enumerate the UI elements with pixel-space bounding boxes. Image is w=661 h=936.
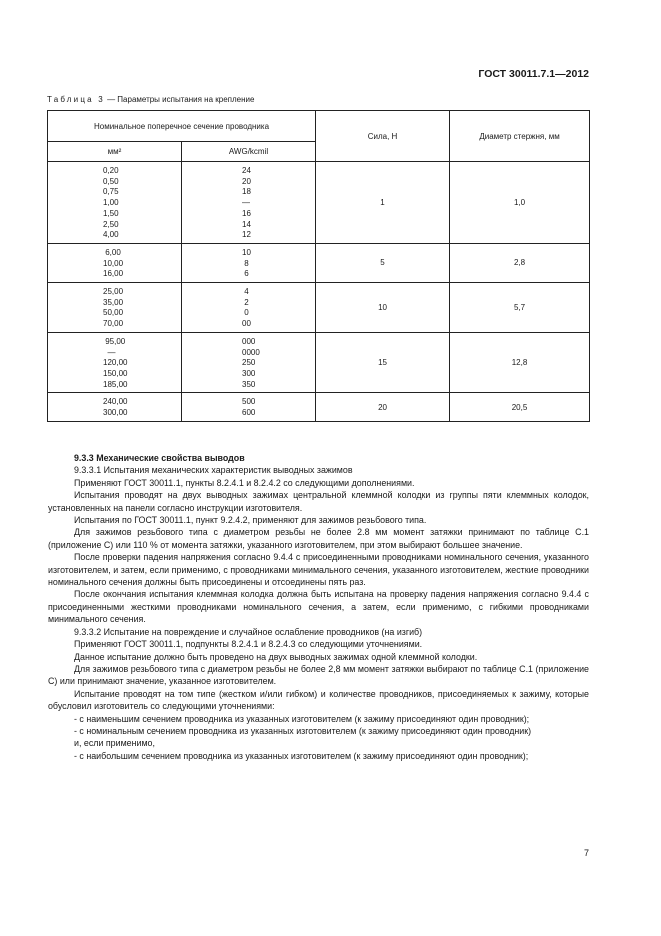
paragraph: Испытание проводят на том типе (жестком и/или гибком) и количестве проводников, присоединяемых к зажиму, которые обусловил изготовитель со следующими уточнениями: [48, 688, 589, 712]
header-awg: AWG/kcmil [182, 142, 316, 162]
cell-mm2 [48, 393, 182, 421]
cell-force: 15 [316, 332, 450, 393]
mm2-value: — [103, 347, 116, 357]
awg-value: 20 [242, 176, 251, 186]
cell-awg [182, 393, 316, 421]
awg-value: 300 [242, 368, 256, 378]
cell-diameter: 20,5 [450, 393, 590, 421]
paragraph: Применяют ГОСТ 30011.1, подпункты 8.2.4.1 и 8.2.4.3 со следующими уточнениями. [74, 639, 423, 650]
header-force: Сила, Н [316, 111, 450, 162]
paragraph: Данное испытание должно быть проведено на двух выводных зажимах одной клеммной колодки. [74, 651, 478, 662]
mm2-value: 185,00 [103, 379, 128, 389]
section-heading: 9.3.3 Механические свойства выводов [74, 453, 245, 463]
awg-value: 10 [242, 247, 251, 257]
page-number: 7 [583, 848, 589, 858]
table-row [48, 283, 590, 333]
mm2-value: 0,20 [103, 166, 119, 175]
mm2-value: 25,00 [103, 287, 124, 297]
cell-mm2 [48, 332, 182, 393]
mm2-value: 50,00 [103, 308, 124, 318]
paragraph: 9.3.3.1 Испытания механических характеристик выводных зажимов [74, 465, 353, 476]
table-caption-text: — Параметры испытания на крепление [104, 95, 255, 104]
mm2-value: 1,50 [103, 208, 119, 218]
table-body [48, 162, 590, 422]
header-mm2: мм² [48, 142, 182, 162]
awg-value: 250 [242, 358, 256, 368]
awg-value: 8 [242, 258, 249, 268]
paragraph: - с номинальным сечением проводника из указанных изготовителем (к зажиму присоединяют один проводник) [74, 725, 532, 736]
mm2-value: 2,50 [103, 219, 119, 229]
cell-mm2 [48, 243, 182, 282]
table-caption [47, 95, 254, 104]
mm2-value: 16,00 [103, 269, 124, 279]
table-caption-label: Таблица 3 [47, 95, 105, 104]
header-diameter: Диаметр стержня, мм [450, 111, 590, 162]
mm2-value: 0,50 [103, 176, 119, 186]
awg-value: 12 [242, 230, 251, 240]
awg-value: 0000 [242, 347, 260, 357]
cell-awg [182, 243, 316, 282]
table-row [48, 393, 590, 421]
paragraph: После проверки падения напряжения согласно 9.4.4 с присоединенными проводниками номинального сечения, указанного изготовителем, и затем, если применимо, с проводниками минимального сечения, указанного изготовителем, жесткие проводники номинального сечения должны быть присоединены и отсоединены пять раз. [48, 552, 589, 588]
paragraph: и, если применимо, [74, 738, 155, 749]
mm2-value: 6,00 [103, 247, 121, 257]
cell-mm2 [48, 283, 182, 333]
awg-value: 16 [242, 208, 251, 218]
paragraph: - с наименьшим сечением проводника из указанных изготовителем (к зажиму присоединяют один проводник); [74, 713, 530, 724]
header-cross-section: Номинальное поперечное сечение проводника [48, 111, 316, 142]
mm2-value: 35,00 [103, 297, 124, 307]
mm2-value: 10,00 [103, 258, 124, 268]
awg-value: — [242, 198, 250, 208]
awg-value: 18 [242, 187, 251, 197]
cell-force: 10 [316, 283, 450, 333]
paragraph: Испытания проводят на двух выводных зажимах центральной клеммной колодки из группы пяти клеммных колодок, установленных на панели согласно инструкции изготовителя. [48, 490, 589, 513]
awg-value: 0 [242, 308, 249, 318]
awg-value: 14 [242, 219, 251, 229]
cell-force: 1 [316, 162, 450, 244]
mm2-value: 1,00 [103, 198, 119, 208]
awg-value: 24 [242, 166, 251, 175]
paragraph: - с наибольшим сечением проводника из указанных изготовителем (к зажиму присоединяют один проводник); [74, 750, 529, 761]
paragraph: Испытания по ГОСТ 30011.1, пункт 9.2.4.2, применяют для зажимов резьбового типа. [74, 515, 427, 526]
cell-diameter: 5,7 [450, 283, 590, 333]
cell-awg [182, 162, 316, 244]
paragraph: 9.3.3.2 Испытание на повреждение и случайное ослабление проводников (на изгиб) [74, 626, 423, 637]
mm2-value: 95,00 [103, 336, 126, 346]
mm2-value: 120,00 [103, 358, 128, 368]
mm2-value: 300,00 [103, 408, 128, 418]
paragraph: Для зажимов резьбового типа с диаметром резьбы не более 2.8 мм момент затяжки принимают по таблице С.1 (приложение С) или 110 % от момента затяжки, указанного изготовителем, при этом выбирают большее значение. [48, 527, 589, 550]
cell-force: 5 [316, 243, 450, 282]
mm2-value: 240,00 [103, 397, 128, 407]
awg-value: 000 [242, 336, 256, 346]
paragraph: После окончания испытания клеммная колодка должна быть испытана на проверку падения напряжения согласно 9.4.4 с присоединенными жесткими проводниками номинального сечения, а затем, если применимо, с гибкими проводниками минимального сечения. [48, 589, 589, 625]
mm2-value: 70,00 [103, 319, 124, 329]
cell-diameter: 12,8 [450, 332, 590, 393]
cell-diameter: 1,0 [450, 162, 590, 244]
paragraph: Для зажимов резьбового типа с диаметром резьбы не более 2,8 мм момент затяжки выбирают по таблице С.1 (приложение С) или принимают значение, указанное изготовителем. [48, 663, 589, 687]
cell-diameter: 2,8 [450, 243, 590, 282]
document-header: ГОСТ 30011.7.1—2012 [478, 68, 589, 80]
mm2-value: 0,75 [103, 187, 119, 197]
cell-mm2 [48, 162, 182, 244]
test-parameters-table [47, 110, 590, 422]
table-row [48, 332, 590, 393]
awg-value: 00 [242, 319, 251, 329]
cell-awg [182, 283, 316, 333]
awg-value: 350 [242, 379, 256, 389]
awg-value: 500 [242, 397, 256, 407]
awg-value: 4 [242, 287, 249, 297]
mm2-value: 4,00 [103, 230, 119, 240]
cell-awg [182, 332, 316, 393]
awg-value: 600 [242, 408, 256, 418]
body-text [48, 452, 589, 762]
cell-force: 20 [316, 393, 450, 421]
mm2-value: 150,00 [103, 368, 128, 378]
table-row [48, 162, 590, 244]
awg-value: 2 [242, 297, 249, 307]
paragraph: Применяют ГОСТ 30011.1, пункты 8.2.4.1 и 8.2.4.2 со следующими дополнениями. [74, 477, 415, 488]
awg-value: 6 [242, 269, 249, 279]
table-row [48, 243, 590, 282]
